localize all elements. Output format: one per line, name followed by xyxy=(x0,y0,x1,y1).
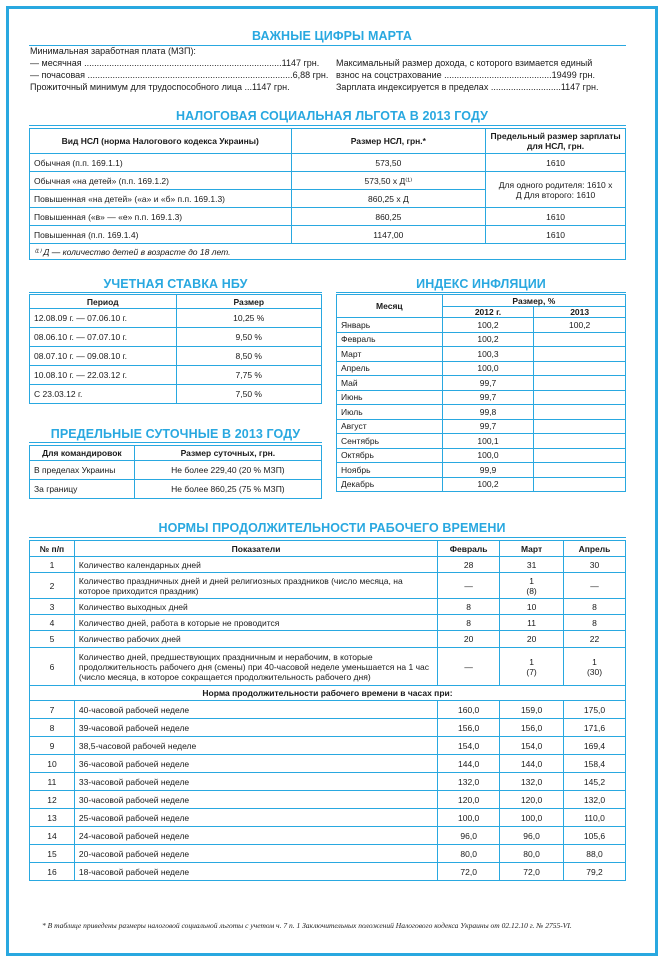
table-row xyxy=(30,863,626,881)
table-row xyxy=(30,208,626,226)
tax-type: Повышенная «на детей» («а» и «б» п.п. 169.1.3) xyxy=(30,190,292,208)
tax-header-limit: Предельный размер зарплаты для НСЛ, грн. xyxy=(486,129,626,154)
inflation-2013 xyxy=(534,361,626,376)
norms-number: 12 xyxy=(30,791,75,809)
inflation-2013: 100,2 xyxy=(534,318,626,333)
norms-february: — xyxy=(438,648,500,686)
norms-number: 14 xyxy=(30,827,75,845)
inflation-2012: 99,8 xyxy=(442,405,534,420)
norms-april: 145,2 xyxy=(564,773,626,791)
table-row xyxy=(30,557,626,573)
table-row xyxy=(337,463,626,478)
norms-number: 15 xyxy=(30,845,75,863)
norms-title: НОРМЫ ПРОДОЛЖИТЕЛЬНОСТИ РАБОЧЕГО ВРЕМЕНИ xyxy=(158,521,506,535)
inflation-month: Август xyxy=(337,419,443,434)
norms-march: 159,0 xyxy=(500,701,564,719)
tax-limit: 1610 xyxy=(486,208,626,226)
subsistence-minimum: Прожиточный минимум для трудоспособного лица ...1147 грн. xyxy=(30,82,290,92)
inflation-2012: 100,0 xyxy=(442,361,534,376)
norms-indicator: 30-часовой рабочей неделе xyxy=(74,791,437,809)
norms-april: 1 (30) xyxy=(564,648,626,686)
inflation-month: Апрель xyxy=(337,361,443,376)
footnote: * В таблице приведены размеры налоговой социальной льготы с учетом ч. 7 п. 1 Заключительных положений Налогового кодекса Украины от 02.12.10 г. № 2755-VI. xyxy=(42,921,572,930)
norms-april: 175,0 xyxy=(564,701,626,719)
daily-header-amount: Размер суточных, грн. xyxy=(134,446,321,461)
norms-number: 13 xyxy=(30,809,75,827)
norms-april: 169,4 xyxy=(564,737,626,755)
nbu-period: 12.08.09 г. — 07.06.10 г. xyxy=(30,309,177,328)
nbu-header-period: Период xyxy=(30,295,177,309)
table-row xyxy=(30,615,626,631)
norms-number: 8 xyxy=(30,719,75,737)
nbu-table xyxy=(29,294,322,404)
tax-title: НАЛОГОВАЯ СОЦИАЛЬНАЯ ЛЬГОТА В 2013 ГОДУ xyxy=(176,109,488,123)
norms-header-april: Апрель xyxy=(564,541,626,557)
norms-february: 120,0 xyxy=(438,791,500,809)
tax-type: Повышенная (п.п. 169.1.4) xyxy=(30,226,292,244)
norms-february: 8 xyxy=(438,599,500,615)
inflation-2012: 99,7 xyxy=(442,376,534,391)
norms-indicator: Количество выходных дней xyxy=(74,599,437,615)
inflation-2013 xyxy=(534,376,626,391)
table-row xyxy=(337,332,626,347)
norms-april: 88,0 xyxy=(564,845,626,863)
table-row xyxy=(337,347,626,362)
tax-amount: 573,50 х Д⁽¹⁾ xyxy=(291,172,486,190)
norms-march: 154,0 xyxy=(500,737,564,755)
norms-indicator: 33-часовой рабочей неделе xyxy=(74,773,437,791)
table-row xyxy=(30,347,322,366)
norms-header-march: Март xyxy=(500,541,564,557)
norms-february: 160,0 xyxy=(438,701,500,719)
norms-april: 132,0 xyxy=(564,791,626,809)
daily-amount: Не более 860,25 (75 % МЗП) xyxy=(134,480,321,499)
inflation-month: Июль xyxy=(337,405,443,420)
norms-indicator: Количество календарных дней xyxy=(74,557,437,573)
inflation-rule xyxy=(336,292,626,293)
table-row xyxy=(337,448,626,463)
inflation-2013 xyxy=(534,434,626,449)
norms-march: 20 xyxy=(500,631,564,648)
norms-indicator: 36-часовой рабочей неделе xyxy=(74,755,437,773)
norms-indicator: 40-часовой рабочей неделе xyxy=(74,701,437,719)
table-row xyxy=(30,461,322,480)
daily-destination: За границу xyxy=(30,480,135,499)
tax-header-type: Вид НСЛ (норма Налогового кодекса Украины) xyxy=(30,129,292,154)
table-row xyxy=(30,755,626,773)
nbu-period: 08.06.10 г. — 07.07.10 г. xyxy=(30,328,177,347)
inflation-2012: 100,1 xyxy=(442,434,534,449)
norms-february: 20 xyxy=(438,631,500,648)
norms-february: 144,0 xyxy=(438,755,500,773)
nbu-rate: 10,25 % xyxy=(176,309,322,328)
table-row xyxy=(30,773,626,791)
inflation-month: Сентябрь xyxy=(337,434,443,449)
inflation-month: Май xyxy=(337,376,443,391)
norms-february: 132,0 xyxy=(438,773,500,791)
norms-indicator: Количество праздничных дней и дней религиозных праздников (число месяца, на которое приходится праздник) xyxy=(74,573,437,599)
indexation-limit: Зарплата индексируется в пределах ............................1147 грн. xyxy=(336,82,599,92)
inflation-header-2013: 2013 xyxy=(534,307,626,318)
inflation-month: Январь xyxy=(337,318,443,333)
inflation-2013 xyxy=(534,419,626,434)
tax-amount: 573,50 xyxy=(291,154,486,172)
table-row xyxy=(337,419,626,434)
norms-march: 80,0 xyxy=(500,845,564,863)
table-row xyxy=(337,390,626,405)
inflation-2013 xyxy=(534,332,626,347)
tax-type: Повышенная («в» — «е» п.п. 169.1.3) xyxy=(30,208,292,226)
inflation-2012: 100,2 xyxy=(442,318,534,333)
norms-number: 6 xyxy=(30,648,75,686)
table-row xyxy=(30,328,322,347)
tax-header-amount: Размер НСЛ, грн.* xyxy=(291,129,486,154)
norms-march: 31 xyxy=(500,557,564,573)
inflation-month: Июнь xyxy=(337,390,443,405)
table-row xyxy=(30,480,322,499)
inflation-2013 xyxy=(534,405,626,420)
tax-table xyxy=(29,128,626,260)
norms-february: 80,0 xyxy=(438,845,500,863)
max-income-line2: взнос на соцстрахование ...........................................19499 грн. xyxy=(336,70,595,80)
table-row xyxy=(30,845,626,863)
nbu-rate: 9,50 % xyxy=(176,328,322,347)
table-row xyxy=(30,701,626,719)
inflation-2012: 100,3 xyxy=(442,347,534,362)
norms-number: 2 xyxy=(30,573,75,599)
inflation-2012: 100,2 xyxy=(442,477,534,492)
min-wage-monthly: — месячная ...............................................................................1147 грн. xyxy=(30,58,320,68)
norms-number: 11 xyxy=(30,773,75,791)
norms-february: 72,0 xyxy=(438,863,500,881)
tax-type: Обычная (п.п. 169.1.1) xyxy=(30,154,292,172)
norms-number: 16 xyxy=(30,863,75,881)
norms-indicator: 18-часовой рабочей неделе xyxy=(74,863,437,881)
norms-april: 22 xyxy=(564,631,626,648)
tax-limit: 1610 xyxy=(486,154,626,172)
tax-note: ⁽¹⁾ Д — количество детей в возрасте до 18 лет. xyxy=(30,244,626,260)
norms-march: 144,0 xyxy=(500,755,564,773)
nbu-rate: 7,50 % xyxy=(176,385,322,404)
norms-number: 7 xyxy=(30,701,75,719)
table-row xyxy=(30,648,626,686)
norms-april: — xyxy=(564,573,626,599)
norms-february: 154,0 xyxy=(438,737,500,755)
table-row xyxy=(30,737,626,755)
inflation-month: Декабрь xyxy=(337,477,443,492)
norms-february: — xyxy=(438,573,500,599)
norms-header-number: № п/п xyxy=(30,541,75,557)
norms-february: 156,0 xyxy=(438,719,500,737)
table-row xyxy=(30,599,626,615)
norms-april: 105,6 xyxy=(564,827,626,845)
nbu-title: УЧЕТНАЯ СТАВКА НБУ xyxy=(103,277,248,291)
table-row xyxy=(30,385,322,404)
inflation-header-month: Месяц xyxy=(337,295,443,318)
inflation-2013 xyxy=(534,390,626,405)
norms-indicator: Количество дней, предшествующих праздничным и нерабочим, в которые продолжительность рабочего дня (смены) при 40-часовой неделе уменьшается на 1 час (число месяца, в которое сокращается продолжительность рабочего дня) xyxy=(74,648,437,686)
table-row xyxy=(30,631,626,648)
norms-march: 11 xyxy=(500,615,564,631)
inflation-2013 xyxy=(534,477,626,492)
norms-rule xyxy=(29,537,626,538)
tax-rule xyxy=(29,125,626,126)
inflation-2013 xyxy=(534,448,626,463)
nbu-period: С 23.03.12 г. xyxy=(30,385,177,404)
norms-march: 156,0 xyxy=(500,719,564,737)
table-row xyxy=(30,366,322,385)
norms-indicator: Количество дней, работа в которые не проводится xyxy=(74,615,437,631)
norms-indicator: 24-часовой рабочей неделе xyxy=(74,827,437,845)
table-row xyxy=(337,434,626,449)
norms-march: 10 xyxy=(500,599,564,615)
tax-amount: 1147,00 xyxy=(291,226,486,244)
inflation-month: Февраль xyxy=(337,332,443,347)
table-row xyxy=(30,719,626,737)
nbu-rate: 8,50 % xyxy=(176,347,322,366)
tax-type: Обычная «на детей» (п.п. 169.1.2) xyxy=(30,172,292,190)
tax-amount: 860,25 xyxy=(291,208,486,226)
inflation-month: Март xyxy=(337,347,443,362)
nbu-header-rate: Размер xyxy=(176,295,322,309)
norms-march: 72,0 xyxy=(500,863,564,881)
daily-destination: В пределах Украины xyxy=(30,461,135,480)
tax-limit: Для одного родителя: 1610 х Д Для второго: 1610 xyxy=(486,172,626,208)
max-income-line1: Максимальный размер дохода, с которого взимается единый xyxy=(336,58,593,68)
inflation-header-2012: 2012 г. xyxy=(442,307,534,318)
table-row xyxy=(30,827,626,845)
norms-table xyxy=(29,540,626,881)
norms-april: 110,0 xyxy=(564,809,626,827)
norms-number: 5 xyxy=(30,631,75,648)
min-wage-label: Минимальная заработная плата (МЗП): xyxy=(30,46,196,56)
norms-february: 28 xyxy=(438,557,500,573)
inflation-2012: 99,7 xyxy=(442,390,534,405)
inflation-title: ИНДЕКС ИНФЛЯЦИИ xyxy=(416,277,546,291)
inflation-2013 xyxy=(534,347,626,362)
inflation-table xyxy=(336,294,626,492)
norms-header-indicator: Показатели xyxy=(74,541,437,557)
norms-april: 79,2 xyxy=(564,863,626,881)
norms-april: 8 xyxy=(564,599,626,615)
norms-indicator: 39-часовой рабочей неделе xyxy=(74,719,437,737)
norms-subheader: Норма продолжительности рабочего времени в часах при: xyxy=(30,686,626,701)
table-row xyxy=(337,318,626,333)
table-row xyxy=(337,477,626,492)
norms-number: 3 xyxy=(30,599,75,615)
inflation-month: Ноябрь xyxy=(337,463,443,478)
norms-indicator: 20-часовой рабочей неделе xyxy=(74,845,437,863)
min-wage-hourly: — почасовая ..................................................................................6,88 грн. xyxy=(30,70,329,80)
table-row xyxy=(30,226,626,244)
norms-number: 1 xyxy=(30,557,75,573)
table-row xyxy=(337,361,626,376)
norms-header-february: Февраль xyxy=(438,541,500,557)
tax-amount: 860,25 х Д xyxy=(291,190,486,208)
inflation-header-size: Размер, % xyxy=(442,295,625,307)
norms-april: 158,4 xyxy=(564,755,626,773)
inflation-month: Октябрь xyxy=(337,448,443,463)
inflation-2012: 100,0 xyxy=(442,448,534,463)
norms-march: 1 (7) xyxy=(500,648,564,686)
norms-indicator: 25-часовой рабочей неделе xyxy=(74,809,437,827)
table-row xyxy=(30,809,626,827)
table-row xyxy=(337,376,626,391)
norms-number: 10 xyxy=(30,755,75,773)
nbu-rule xyxy=(29,292,322,293)
norms-april: 171,6 xyxy=(564,719,626,737)
norms-number: 9 xyxy=(30,737,75,755)
table-row xyxy=(30,309,322,328)
inflation-2012: 99,9 xyxy=(442,463,534,478)
table-row xyxy=(30,154,626,172)
norms-march: 120,0 xyxy=(500,791,564,809)
tax-limit: 1610 xyxy=(486,226,626,244)
inflation-2012: 99,7 xyxy=(442,419,534,434)
nbu-period: 08.07.10 г. — 09.08.10 г. xyxy=(30,347,177,366)
norms-february: 8 xyxy=(438,615,500,631)
daily-title: ПРЕДЕЛЬНЫЕ СУТОЧНЫЕ В 2013 ГОДУ xyxy=(50,427,301,441)
daily-header-trips: Для командировок xyxy=(30,446,135,461)
norms-april: 30 xyxy=(564,557,626,573)
norms-april: 8 xyxy=(564,615,626,631)
inflation-2013 xyxy=(534,463,626,478)
norms-february: 100,0 xyxy=(438,809,500,827)
important-title: ВАЖНЫЕ ЦИФРЫ МАРТА xyxy=(252,29,412,43)
norms-march: 1 (8) xyxy=(500,573,564,599)
table-row xyxy=(30,791,626,809)
nbu-period: 10.08.10 г. — 22.03.12 г. xyxy=(30,366,177,385)
table-row xyxy=(337,405,626,420)
daily-amount: Не более 229,40 (20 % МЗП) xyxy=(134,461,321,480)
norms-march: 100,0 xyxy=(500,809,564,827)
table-row xyxy=(30,172,626,190)
norms-march: 96,0 xyxy=(500,827,564,845)
norms-indicator: 38,5-часовой рабочей неделе xyxy=(74,737,437,755)
norms-number: 4 xyxy=(30,615,75,631)
inflation-2012: 100,2 xyxy=(442,332,534,347)
norms-march: 132,0 xyxy=(500,773,564,791)
daily-table xyxy=(29,445,322,499)
nbu-rate: 7,75 % xyxy=(176,366,322,385)
norms-february: 96,0 xyxy=(438,827,500,845)
daily-rule xyxy=(29,442,322,443)
table-row xyxy=(30,573,626,599)
norms-indicator: Количество рабочих дней xyxy=(74,631,437,648)
